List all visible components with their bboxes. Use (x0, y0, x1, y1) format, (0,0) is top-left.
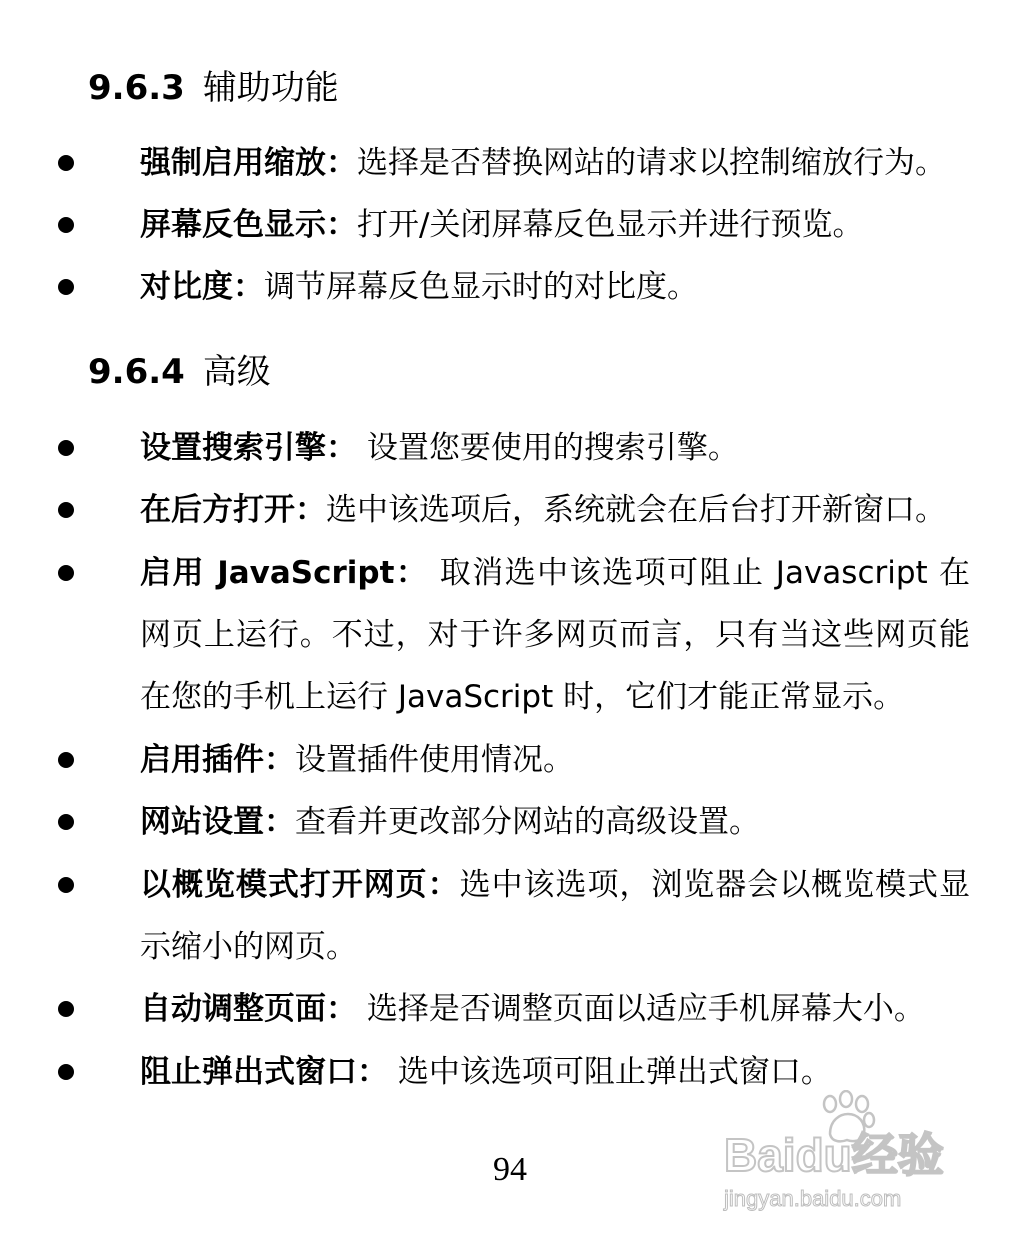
list-item (140, 542, 970, 728)
bullet-icon (58, 565, 74, 581)
bullet-icon (58, 1001, 74, 1017)
item-desc: 选择是否调整页面以适应手机屏幕大小。 (357, 991, 925, 1027)
item-desc: 选中该选项后，系统就会在后台打开新窗口。 (326, 492, 946, 528)
item-term: 网站设置： (140, 804, 295, 840)
item-term: 阻止弹出式窗口： (140, 1054, 388, 1090)
watermark-brand: Baidu经验 (724, 1129, 944, 1181)
bullet-icon (58, 217, 74, 233)
baidu-watermark (724, 1090, 964, 1220)
item-desc: 设置您要使用的搜索引擎。 (357, 430, 739, 466)
item-desc: 打开/关闭屏幕反色显示并进行预览。 (357, 207, 864, 243)
item-term: 以概览模式打开网页： (140, 867, 460, 903)
list-item (140, 729, 970, 791)
list-item (140, 194, 970, 256)
item-term: 启用插件： (140, 742, 295, 778)
item-desc: 设置插件使用情况。 (295, 742, 574, 778)
section-heading-9-6-4 (88, 352, 271, 392)
list-item (140, 791, 970, 853)
item-desc: 调节屏幕反色显示时的对比度。 (264, 269, 698, 305)
bullet-icon (58, 279, 74, 295)
list-item (140, 479, 970, 541)
item-term: 自动调整页面： (140, 991, 357, 1027)
bullet-icon (58, 752, 74, 768)
bullet-icon (58, 814, 74, 830)
item-term: 在后方打开： (140, 492, 326, 528)
watermark-url: jingyan.baidu.com (724, 1186, 902, 1211)
item-term: 强制启用缩放： (140, 145, 357, 181)
item-desc: 选择是否替换网站的请求以控制缩放行为。 (357, 145, 946, 181)
list-item (140, 256, 970, 318)
bullet-icon (58, 1064, 74, 1080)
item-desc: 选中该选项可阻止弹出式窗口。 (388, 1054, 832, 1090)
bullet-icon (58, 155, 74, 171)
item-term: 对比度： (140, 269, 264, 305)
bullet-icon (58, 440, 74, 456)
item-desc: 查看并更改部分网站的高级设置。 (295, 804, 760, 840)
section-heading-9-6-3 (88, 68, 339, 108)
item-term: 启用 JavaScript： (140, 555, 429, 591)
page-number: 94 (493, 1151, 527, 1188)
bullet-icon (58, 877, 74, 893)
item-desc: 取消选中该选项可阻止 Javascript 在网页上运行。不过，对于许多网页而言，只有当这些网页能在您的手机上运行 JavaScript 时，它们才能正常显示。 (140, 555, 971, 715)
section-number: 9.6.4 (88, 352, 185, 392)
section-title: 辅助功能 (202, 68, 339, 108)
item-term: 屏幕反色显示： (140, 207, 357, 243)
list-item (140, 417, 970, 479)
item-term: 设置搜索引擎： (140, 430, 357, 466)
bullet-icon (58, 502, 74, 518)
list-item (140, 132, 970, 194)
item-desc: 选中该选项，浏览器会以概览模式显示缩小的网页。 (140, 867, 971, 965)
section-title: 高级 (202, 352, 271, 392)
list-item (140, 854, 970, 978)
section-number: 9.6.3 (88, 68, 185, 108)
list-item (140, 978, 970, 1040)
